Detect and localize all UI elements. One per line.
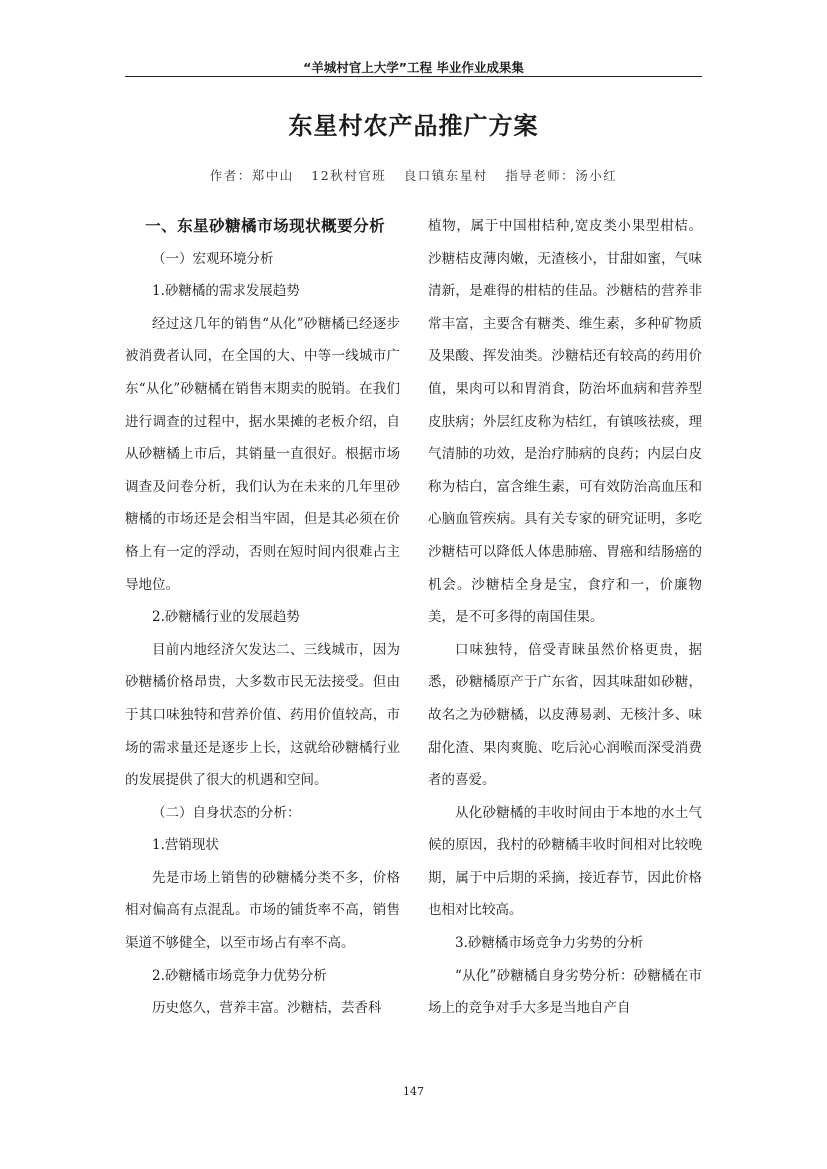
byline: [0, 166, 827, 184]
paragraph: 从化砂糖橘的丰收时间由于本地的水土气候的原因，我村的砂糖橘丰收时间相对比较晚期，属于中后期的采摘，接近春节，因此价格也相对比较高。: [428, 804, 702, 919]
paragraph: 经过这几年的销售“从化”砂糖橘已经逐步被消费者认同，在全国的大、中等一线城市广东“从化”砂糖橘在销售末期卖的脱销。在我们进行调查的过程中，据水果摊的老板介绍，自从砂糖橘上市后，其销量一直很好。根据市场调查及问卷分析，我们认为在未来的几年里砂糖橘的市场还是会相当牢固，但是其必须在价格上有一定的浮动，否则在短时间内很难占主导地位。: [125, 315, 400, 593]
paragraph: “从化”砂糖橘自身劣势分析：砂糖橘在市场上的竞争对手大多是当地自产自: [428, 967, 702, 1017]
page-number: 147: [403, 1085, 424, 1098]
subheading: 3.砂糖橘市场竞争力劣势的分析: [455, 935, 644, 952]
subheading: 2.砂糖橘市场竞争力优势分析: [152, 967, 327, 984]
subheading: 1.砂糖橘的需求发展趋势: [152, 283, 300, 300]
left-column: [125, 210, 400, 1025]
advisor: 指导老师：汤小红: [505, 168, 618, 183]
paragraph: 目前内地经济欠发达二、三线城市，因为砂糖橘价格昂贵，大多数市民无法接受。但由于其口味独特和营养价值、药用价值较高，市场的需求量还是逐步上长，这就给砂糖橘行业的发展提供了很大的机遇和空间。: [125, 641, 400, 789]
running-header: “羊城村官上大学”工程 毕业作业成果集: [303, 60, 524, 75]
paragraph: 先是市场上销售的砂糖橘分类不多，价格相对偏高有点混乱。市场的铺货率不高，销售渠道不够健全，以至市场占有率不高。: [125, 869, 400, 952]
location: 良口镇东星村: [403, 168, 488, 183]
subheading: （二）自身状态的分析：: [152, 804, 301, 821]
header-divider: [125, 76, 702, 77]
author: 作者：郑中山: [209, 168, 294, 183]
section-heading: 一、东星砂糖橘市场现状概要分析: [145, 217, 386, 235]
paragraph: 口味独特，倍受青睐虽然价格更贵，据悉，砂糖橘原产于广东省，因其味甜如砂糖，故名之为砂糖橘，以皮薄易剥、无核汁多、味甜化渣、果肉爽脆、吃后沁心润喉而深受消费者的喜爱。: [428, 641, 702, 789]
right-column: [428, 210, 702, 1025]
subheading: 2.砂糖橘行业的发展趋势: [152, 609, 300, 626]
paragraph-continued: 植物，属于中国柑桔种,宽皮类小果型柑桔。沙糖桔皮薄肉嫩，无渣核小，甘甜如蜜，气味清新，是难得的柑桔的佳品。沙糖桔的营养非常丰富，主要含有糖类、维生素，多种矿物质及果酸、挥发油类。沙糖桔还有较高的药用价值，果肉可以和胃消食，防治坏血病和营养型皮肤病；外层红皮称为桔红，有镇咳祛痰，理气清肺的功效，是治疗肺病的良药；内层白皮称为桔白，富含维生素，可有效防治高血压和心脑血管疾病。具有关专家的研究证明，多吃沙糖桔可以降低人体患肺癌、胃癌和结肠癌的机会。沙糖桔全身是宝，食疗和一，价廉物美，是不可多得的南国佳果。: [428, 218, 702, 626]
subheading: 1.营销现状: [152, 837, 219, 854]
class-name: 12秋村官班: [311, 168, 387, 183]
subheading: （一）宏观环境分析: [152, 250, 274, 267]
paragraph: 历史悠久，营养丰富。沙糖桔，芸香科: [152, 1000, 382, 1017]
document-title: 东星村农产品推广方案: [288, 112, 539, 140]
